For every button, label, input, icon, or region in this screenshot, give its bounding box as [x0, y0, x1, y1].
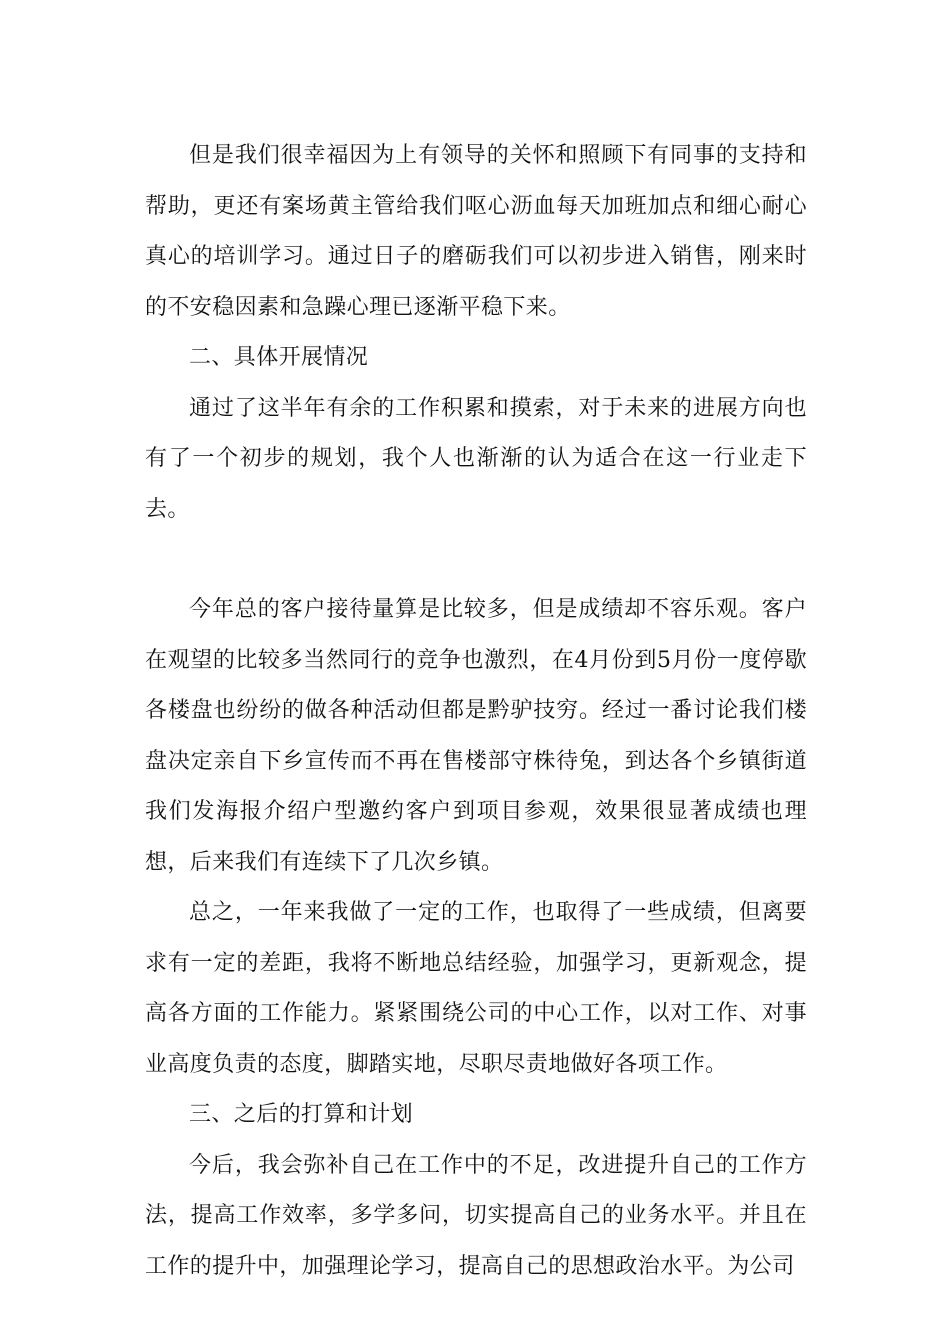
section-heading-progress: 二、具体开展情况 — [189, 345, 369, 370]
paragraph-improvement: 今后，我会弥补自己在工作中的不足，改进提升自己的工作方法，提高工作效率，多学多问，切实提高自己的业务水平。并且在工作的提升中，加强理论学习，提高自己的思想政治水平。为公司 — [145, 1152, 807, 1279]
section-heading-future-plans: 三、之后的打算和计划 — [189, 1102, 414, 1127]
paragraph-spacer — [145, 535, 807, 585]
paragraph-summary: 总之，一年来我做了一定的工作，也取得了一些成绩，但离要求有一定的差距，我将不断地总结经验，加强学习，更新观念，提高各方面的工作能力。紧紧围绕公司的中心工作，以对工作、对事业高度负责的态度，脚踏实地，尽职尽责地做好各项工作。 — [145, 900, 807, 1077]
document-body — [145, 131, 807, 1292]
paragraph-customer-reception: 今年总的客户接待量算是比较多，但是成绩却不容乐观。客户在观望的比较多当然同行的竞争也激烈，在4月份到5月份一度停歇各楼盘也纷纷的做各种活动但都是黔驴技穷。经过一番讨论我们楼盘决定亲自下乡宣传而不再在售楼部守株待兔，到达各个乡镇街道我们发海报介绍户型邀约客户到项目参观，效果很显著成绩也理想，后来我们有连续下了几次乡镇。 — [145, 597, 807, 875]
paragraph-support-and-training: 但是我们很幸福因为上有领导的关怀和照顾下有同事的支持和帮助，更还有案场黄主管给我们呕心沥血每天加班加点和细心耐心真心的培训学习。通过日子的磨砺我们可以初步进入销售，刚来时的不安稳因素和急躁心理已逐渐平稳下来。 — [145, 143, 807, 320]
paragraph-planning: 通过了这半年有余的工作积累和摸索，对于未来的进展方向也有了一个初步的规划，我个人也渐渐的认为适合在这一行业走下去。 — [145, 395, 807, 522]
